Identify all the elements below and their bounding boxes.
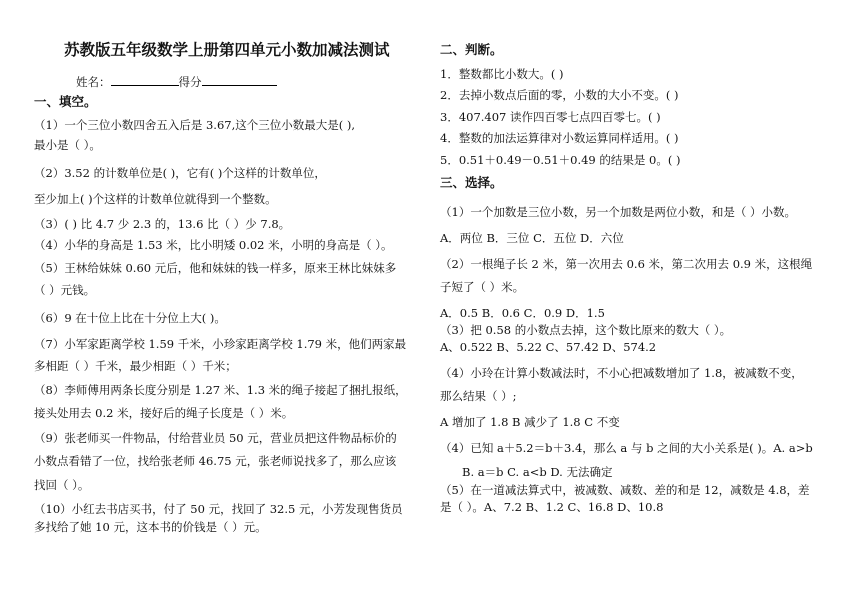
question-line: （6）9 在十位上比在十分位上大( )。	[34, 311, 226, 325]
score-label: 得分	[178, 75, 202, 89]
question-line: （3）把 0.58 的小数点去掉，这个数比原来的数大（ ）。	[440, 323, 732, 337]
student-info-row	[76, 74, 277, 89]
question-line: 最小是（ ）。	[34, 138, 101, 152]
question-line: 1．整数都比小数大。( )	[440, 67, 564, 81]
question-line: （ ）元钱。	[34, 283, 96, 297]
question-line: （5）王林给妹妹 0.60 元后，他和妹妹的钱一样多，原来王林比妹妹多	[34, 261, 397, 275]
section-fill-blank-heading: 一、填空。	[34, 94, 97, 109]
section-choice-heading: 三、选择。	[440, 175, 503, 190]
question-line: 子短了（ ）米。	[440, 280, 525, 294]
choice-options: B. a＝b C. a<b D. 无法确定	[462, 465, 613, 479]
question-line: （2）3.52 的计数单位是( )，它有( )个这样的计数单位，	[34, 166, 326, 180]
question-line: （4）小玲在计算小数减法时，不小心把减数增加了 1.8，被减数不变，	[440, 366, 803, 380]
question-line: （4）小华的身高是 1.53 米，比小明矮 0.02 米，小明的身高是（ ）。	[34, 238, 393, 252]
question-line: （5）在一道减法算式中，被减数、减数、差的和是 12，减数是 4.8，差	[440, 483, 810, 497]
question-line: 2．去掉小数点后面的零，小数的大小不变。( )	[440, 88, 679, 102]
question-line: （1）一个加数是三位小数，另一个加数是两位小数，和是（ ）小数。	[440, 205, 796, 219]
choice-options: A 增加了 1.8 B 减少了 1.8 C 不变	[440, 415, 620, 429]
question-line: （1）一个三位小数四舍五入后是 3.67,这个三位小数最大是( ),	[34, 118, 356, 132]
name-label: 姓名：	[76, 75, 111, 89]
question-line: 4．整数的加法运算律对小数运算同样适用。( )	[440, 131, 679, 145]
question-line: 接头处用去 0.2 米，接好后的绳子长度是（ ）米。	[34, 406, 294, 420]
question-line: （2）一根绳子长 2 米，第一次用去 0.6 米，第二次用去 0.9 米，这根绳	[440, 257, 813, 271]
score-blank[interactable]	[202, 74, 277, 86]
name-blank[interactable]	[111, 74, 179, 86]
section-judge-heading: 二、判断。	[440, 42, 503, 57]
question-line: 3．407.407 读作四百零七点四百零七。( )	[440, 110, 661, 124]
question-line: （4）已知 a＋5.2＝b＋3.4，那么 a 与 b 之间的大小关系是( )。A. a>b	[440, 441, 813, 455]
question-line: 至少加上( )个这样的计数单位就得到一个整数。	[34, 192, 277, 206]
question-line: 多相距（ ）千米，最少相距（ ）千米；	[34, 359, 237, 373]
choice-options: A．两位 B．三位 C．五位 D．六位	[440, 231, 624, 245]
question-line: （9）张老师买一件物品，付给营业员 50 元，营业员把这件物品标价的	[34, 431, 397, 445]
question-line: （7）小军家距离学校 1.59 千米，小珍家距离学校 1.79 米，他们两家最	[34, 337, 407, 351]
question-line: 是（ ）。A、7.2 B、1.2 C、16.8 D、10.8	[440, 500, 664, 514]
question-line: （3）( ) 比 4.7 少 2.3 的，13.6 比（ ）少 7.8。	[34, 217, 291, 231]
question-line: （8）李师傅用两条长度分别是 1.27 米、1.3 米的绳子接起了捆扎报纸，	[34, 383, 407, 397]
question-line: 多找给了她 10 元，这本书的价钱是（ ）元。	[34, 520, 267, 534]
question-line: 找回（ ）。	[34, 478, 90, 492]
choice-options: A、0.522 B、5.22 C、57.42 D、574.2	[440, 340, 657, 354]
question-line: 小数点看错了一位，找给张老师 46.75 元，张老师说找多了，那么应该	[34, 454, 397, 468]
question-line: （10）小红去书店买书，付了 50 元，找回了 32.5 元，小芳发现售货员	[34, 502, 403, 516]
page-title: 苏教版五年级数学上册第四单元小数加减法测试	[64, 41, 390, 59]
question-line: 那么结果（ ）;	[440, 389, 517, 403]
question-line: 5．0.51＋0.49－0.51＋0.49 的结果是 0。( )	[440, 153, 681, 167]
choice-options: A．0.5 B．0.6 C．0.9 D．1.5	[440, 306, 605, 320]
